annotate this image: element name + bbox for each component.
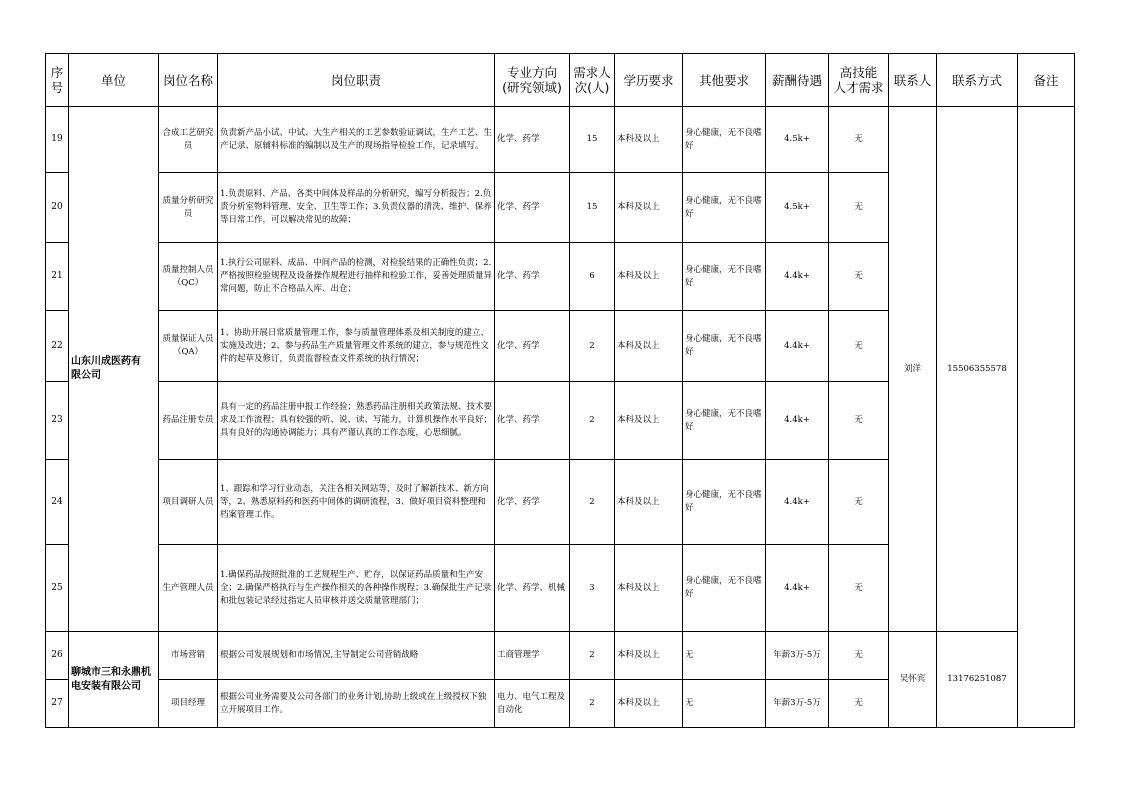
recruitment-table <box>45 53 1075 728</box>
edu-cell: 本科及以上 <box>615 632 683 680</box>
header-cell-phone: 联系方式 <box>937 54 1018 107</box>
major-cell: 化学、药学 <box>495 173 570 243</box>
edu-cell: 本科及以上 <box>615 243 683 311</box>
phone-cell: 13176251087 <box>937 632 1018 728</box>
other-cell: 无 <box>683 680 766 728</box>
table-row <box>46 632 1075 680</box>
count-cell: 2 <box>570 680 615 728</box>
skill-cell: 无 <box>829 173 889 243</box>
row-number: 26 <box>46 632 69 680</box>
duty-cell: 1、跟踪和学习行业动态，关注各相关网站等，及时了解新技术、新方向等，2、熟悉原料药和医药中间体的调研流程，3、做好项目资料整理和档案管理工作。 <box>218 460 495 545</box>
skill-cell: 无 <box>829 632 889 680</box>
other-cell: 身心健康，无不良嗜好 <box>683 545 766 632</box>
major-cell: 电力、电气工程及自动化 <box>495 680 570 728</box>
position-cell: 市场营销 <box>159 632 218 680</box>
header-cell-position: 岗位名称 <box>159 54 218 107</box>
other-cell: 无 <box>683 632 766 680</box>
skill-cell: 无 <box>829 382 889 460</box>
edu-cell: 本科及以上 <box>615 173 683 243</box>
other-cell: 身心健康，无不良嗜好 <box>683 311 766 382</box>
row-number: 19 <box>46 107 69 173</box>
header-cell-major: 专业方向 (研究领域) <box>495 54 570 107</box>
count-cell: 6 <box>570 243 615 311</box>
salary-cell: 年薪3万-5万 <box>766 632 829 680</box>
header-cell-duty: 岗位职责 <box>218 54 495 107</box>
major-cell: 工商管理学 <box>495 632 570 680</box>
skill-cell: 无 <box>829 311 889 382</box>
position-cell: 质量保证人员（QA） <box>159 311 218 382</box>
count-cell: 15 <box>570 173 615 243</box>
salary-cell: 4.5k+ <box>766 107 829 173</box>
count-cell: 15 <box>570 107 615 173</box>
skill-cell: 无 <box>829 107 889 173</box>
count-cell: 3 <box>570 545 615 632</box>
header-row <box>46 54 1075 107</box>
duty-cell: 具有一定的药品注册申报工作经验；熟悉药品注册相关政策法规、技术要求及工作流程；具有较强的听、说、读、写能力，计算机操作水平良好；具有良好的沟通协调能力；具有严谨认真的工作态度，心思细腻。 <box>218 382 495 460</box>
phone-cell: 15506355578 <box>937 107 1018 632</box>
other-cell: 身心健康，无不良嗜好 <box>683 173 766 243</box>
count-cell: 2 <box>570 460 615 545</box>
position-cell: 质量控制人员（QC） <box>159 243 218 311</box>
skill-cell: 无 <box>829 680 889 728</box>
header-cell-skill: 高技能 人才需求 <box>829 54 889 107</box>
position-cell: 药品注册专员 <box>159 382 218 460</box>
header-cell-edu: 学历要求 <box>615 54 683 107</box>
row-number: 21 <box>46 243 69 311</box>
row-number: 22 <box>46 311 69 382</box>
salary-cell: 年薪3万-5万 <box>766 680 829 728</box>
salary-cell: 4.4k+ <box>766 382 829 460</box>
other-cell: 身心健康，无不良嗜好 <box>683 243 766 311</box>
row-number: 20 <box>46 173 69 243</box>
count-cell: 2 <box>570 311 615 382</box>
unit-cell: 聊城市三和永鼎机电安装有限公司 <box>69 632 159 728</box>
row-number: 23 <box>46 382 69 460</box>
table-row <box>46 107 1075 173</box>
skill-cell: 无 <box>829 460 889 545</box>
count-cell: 2 <box>570 632 615 680</box>
header-cell-salary: 薪酬待遇 <box>766 54 829 107</box>
major-cell: 化学、药学、机械 <box>495 545 570 632</box>
major-cell: 化学、药学 <box>495 311 570 382</box>
duty-cell: 1.执行公司原料、成品、中间产品的检测，对检验结果的正确性负责；2.严格按照检验规程及设备操作规程进行抽样和检验工作，妥善处理质量异常问题，防止不合格品入库、出仓； <box>218 243 495 311</box>
header-cell-count: 需求人 次(人) <box>570 54 615 107</box>
skill-cell: 无 <box>829 545 889 632</box>
count-cell: 2 <box>570 382 615 460</box>
row-number: 24 <box>46 460 69 545</box>
salary-cell: 4.4k+ <box>766 243 829 311</box>
edu-cell: 本科及以上 <box>615 460 683 545</box>
other-cell: 身心健康，无不良嗜好 <box>683 382 766 460</box>
other-cell: 身心健康，无不良嗜好 <box>683 107 766 173</box>
duty-cell: 1.负责原料、产品、各类中间体及样品的分析研究，编写分析报告；2.负责分析室物料管理、安全、卫生等工作；3.负责仪器的清洗、维护、保养等日常工作，可以解决常见的故障； <box>218 173 495 243</box>
salary-cell: 4.5k+ <box>766 173 829 243</box>
header-cell-no: 序 号 <box>46 54 69 107</box>
salary-cell: 4.4k+ <box>766 311 829 382</box>
duty-cell: 根据公司业务需要及公司各部门的业务计划,协助上级或在上级授权下独立开展项目工作。 <box>218 680 495 728</box>
major-cell: 化学、药学 <box>495 460 570 545</box>
other-cell: 身心健康，无不良嗜好 <box>683 460 766 545</box>
major-cell: 化学、药学 <box>495 382 570 460</box>
header-cell-other: 其他要求 <box>683 54 766 107</box>
position-cell: 合成工艺研究员 <box>159 107 218 173</box>
duty-cell: 1.确保药品按照批准的工艺规程生产、贮存，以保证药品质量和生产安全；2.确保严格执行与生产操作相关的各种操作规程；3.确保批生产记录和批包装记录经过指定人员审核并送交质量管理部门； <box>218 545 495 632</box>
position-cell: 项目经理 <box>159 680 218 728</box>
position-cell: 质量分析研究员 <box>159 173 218 243</box>
note-cell <box>1018 107 1075 728</box>
unit-cell: 山东川成医药有 限公司 <box>69 107 159 632</box>
major-cell: 化学、药学 <box>495 243 570 311</box>
major-cell: 化学、药学 <box>495 107 570 173</box>
contact-cell: 吴怀宾 <box>889 632 937 728</box>
edu-cell: 本科及以上 <box>615 107 683 173</box>
contact-cell: 刘洋 <box>889 107 937 632</box>
edu-cell: 本科及以上 <box>615 545 683 632</box>
edu-cell: 本科及以上 <box>615 680 683 728</box>
position-cell: 项目调研人员 <box>159 460 218 545</box>
header-cell-contact: 联系人 <box>889 54 937 107</box>
edu-cell: 本科及以上 <box>615 311 683 382</box>
duty-cell: 根据公司发展规划和市场情况,主导制定公司营销战略 <box>218 632 495 680</box>
salary-cell: 4.4k+ <box>766 545 829 632</box>
row-number: 25 <box>46 545 69 632</box>
row-number: 27 <box>46 680 69 728</box>
position-cell: 生产管理人员 <box>159 545 218 632</box>
duty-cell: 1、协助开展日常质量管理工作，参与质量管理体系及相关制度的建立、实施及改进；2、参与药品生产质量管理文件系统的建立，参与规范性文件的起草及修订，负责监督检查文件系统的执行情况； <box>218 311 495 382</box>
salary-cell: 4.4k+ <box>766 460 829 545</box>
header-cell-note: 备注 <box>1018 54 1075 107</box>
edu-cell: 本科及以上 <box>615 382 683 460</box>
header-cell-unit: 单位 <box>69 54 159 107</box>
skill-cell: 无 <box>829 243 889 311</box>
duty-cell: 负责新产品小试、中试、大生产相关的工艺参数验证调试，生产工艺、生产记录、原辅料标准的编制以及生产的现场指导检验工作，记录填写。 <box>218 107 495 173</box>
